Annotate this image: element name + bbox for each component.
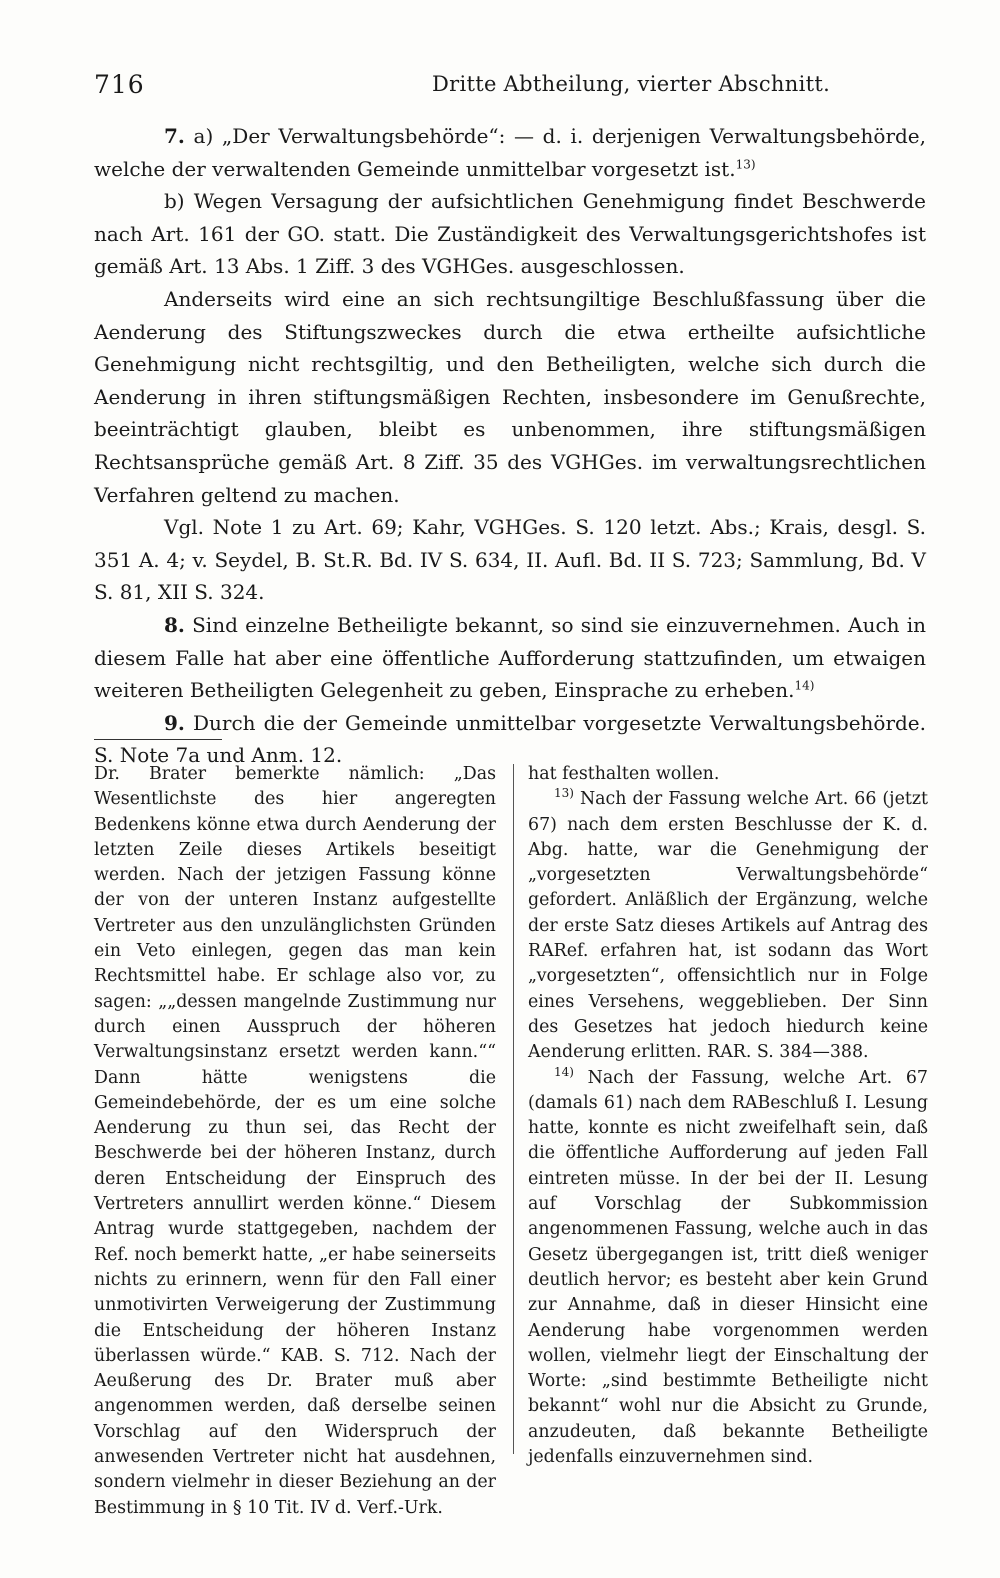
- footnote-12-continuation: Dr. Brater bemerkte nämlich: „Das Wesentlichste des hier angeregten Bedenkens könne etwa durch Aenderung der letzten Zeile dieses Artikels beseitigt werden. Nach der jetzigen Fassung könne der von der unteren Instanz aufgestellte Vertreter aus den unzulänglichsten Gründen ein Veto einlegen, gegen das man kein Rechtsmittel habe. Er schlage also vor, zu sagen: „„dessen mangelnde Zustimmung nur durch einen Ausspruch der höheren Verwaltungsinstanz ersetzt werden kann.““ Dann hätte wenigstens die Gemeindebehörde, der es um eine solche Aenderung zu thun sei, das Recht der Beschwerde bei der höheren Instanz, durch deren Entscheidung der Einspruch des Vertreters annullirt werden könne.“ Diesem Antrag wurde stattgegeben, nachdem der Ref. noch bemerkt hatte, „er habe seinerseits nichts zu erinnern, wenn für den Fall einer unmotivirten Verweigerung der Zustimmung die Entscheidung der höheren Instanz überlassen würde.“ KAB. S. 712. Nach der Aeußerung des Dr. Brater muß aber angenommen werden, daß derselbe seinen Vorschlag auf den Widerspruch der anwesenden Vertreter nicht hat ausdehnen, sondern vielmehr in dieser Beziehung an der Bestimmung in § 10 Tit. IV d. Verf.-Urk.: [94, 764, 496, 1518]
- footnote-column-right: [528, 762, 928, 1470]
- column-divider: [513, 764, 514, 1454]
- note-9-text: Durch die der Gemeinde unmittelbar vorgesetzte Verwaltungsbehörde. S. Note 7a und Anm. 12.: [94, 710, 927, 768]
- footnote-13-text: Nach der Fassung welche Art. 66 (jetzt 67) nach dem ersten Beschlusse der K. d. Abg. hatte, war die Genehmigung der „vorgesetzten Verwaltungsbehörde“ gefordert. Anläßlich der Ergänzung, welche der erste Satz dieses Artikels auf Antrag des RARef. erfahren hat, ist sodann das Wort „vorgesetzten“, offensichtlich nur in Folge eines Versehens, weggeblieben. Der Sinn des Gesetzes hat jedoch hiedurch keine Aenderung erlitten. RAR. S. 384—388.: [528, 789, 928, 1063]
- running-head: Dritte Abtheilung, vierter Abschnitt.: [432, 72, 831, 96]
- note-7-paragraph: Anderseits wird eine an sich rechtsungiltige Beschlußfassung über die Aenderung des Stiftungszweckes durch die etwa ertheilte aufsichtliche Genehmigung nicht rechtsgiltig, und den Betheiligten, welche sich durch die Aenderung in ihren stiftungsmäßigen Rechten, insbesondere im Genußrechte, beeinträchtigt glauben, bleibt es unbenommen, ihre stiftungsmäßigen Rechtsansprüche gemäß Art. 8 Ziff. 35 des VGHGes. im verwaltungsrechtlichen Verfahren geltend zu machen.: [94, 286, 926, 507]
- note-8-number: 8.: [164, 612, 185, 637]
- footnote-separator: [94, 739, 222, 740]
- note-8-text: Sind einzelne Betheiligte bekannt, so sind sie einzuvernehmen. Auch in diesem Falle hat aber eine öffentliche Aufforderung stattzufinden, um etwaigen weiteren Betheiligten Gelegenheit zu geben, Einsprache zu erheben.: [94, 612, 927, 703]
- footnote-14-text: Nach der Fassung, welche Art. 67 (damals 61) nach dem RABeschluß I. Lesung hatte, konnte es nicht zweifelhaft sein, daß die öffentliche Aufforderung auf jeden Fall eintreten müsse. In der bei der II. Lesung auf Vorschlag der Subkommission angenommenen Fassung, welche auch in das Gesetz übergegangen ist, tritt dieß weniger deutlich hervor; es besteht aber kein Grund zur Annahme, daß in dieser Hinsicht eine Aenderung habe vorgenommen werden wollen, vielmehr liegt der Einschaltung der Worte: „sind bestimmte Betheiligte nicht bekannt“ wohl nur die Absicht zu Grunde, anzudeuten, daß bekannte Betheiligte jedenfalls einzuvernehmen sind.: [528, 1067, 928, 1468]
- page-number: 716: [94, 70, 145, 99]
- note-7-number: 7.: [164, 124, 185, 148]
- note-7-references: Vgl. Note 1 zu Art. 69; Kahr, VGHGes. S. 120 letzt. Abs.; Krais, desgl. S. 351 A. 4; v. Seydel, B. St.R. Bd. IV S. 634, II. Aufl. Bd. II S. 723; Sammlung, Bd. V S. 81, XII S. 324.: [94, 515, 926, 605]
- note-9-number: 9.: [164, 710, 185, 735]
- main-text: [94, 120, 926, 772]
- note-7a: [94, 120, 926, 185]
- footnote-13-number: 13): [554, 786, 574, 801]
- footnote-14-number: 14): [554, 1064, 574, 1079]
- footnote-14: [528, 1066, 928, 1471]
- footnote-12-end: hat festhalten wollen.: [528, 764, 720, 784]
- footnote-ref-14: 14): [794, 678, 815, 693]
- note-7b: b) Wegen Versagung der aufsichtlichen Genehmigung findet Beschwerde nach Art. 161 der GO. statt. Die Zuständigkeit des Verwaltungsgerichtshofes ist gemäß Art. 13 Abs. 1 Ziff. 3 des VGHGes. ausgeschlossen.: [94, 189, 926, 279]
- page-header: [94, 70, 926, 106]
- footnote-column-left: [94, 762, 496, 1521]
- footnote-13: [528, 787, 928, 1065]
- note-8: [94, 609, 926, 707]
- note-7a-text: a) „Der Verwaltungsbehörde“: — d. i. derjenigen Verwaltungsbehörde, welche der verwaltenden Gemeinde unmittelbar vorgesetzt ist.: [94, 124, 926, 181]
- footnote-ref-13: 13): [735, 156, 756, 171]
